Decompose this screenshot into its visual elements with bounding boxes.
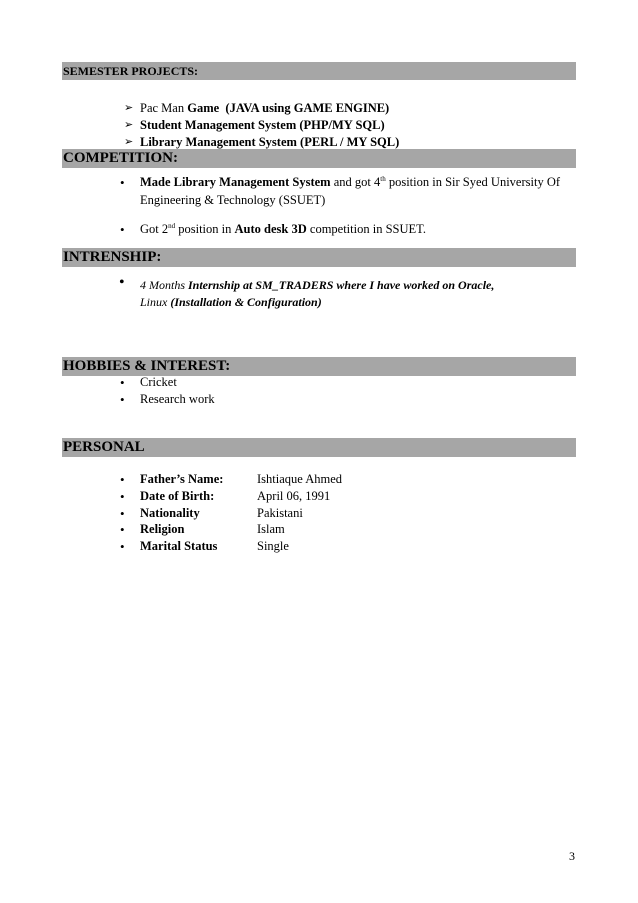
bullet-icon: • [120,375,125,390]
bullet-icon: • [120,222,125,237]
competition-item-1-line1: Made Library Management System and got 4th position in Sir Syed University Of [140,174,561,189]
personal-value-nationality: Pakistani [257,506,303,520]
section-header-internship: INTRENSHIP: [62,248,576,267]
internship-line2: Linux (Installation & Configuration) [140,295,322,309]
section-header-personal: PERSONAL [62,438,576,457]
hobby-item: Cricket [140,375,177,389]
bullet-icon: • [120,522,125,537]
personal-label-religion: Religion [140,522,185,536]
personal-value-marital-status: Single [257,539,289,553]
personal-label-date-of-birth: Date of Birth: [140,489,215,503]
project-item-2: Student Management System (PHP/MY SQL) [140,118,385,132]
personal-label-marital-status: Marital Status [140,539,218,553]
section-header-hobbies: HOBBIES & INTEREST: [62,357,576,376]
bullet-icon: • [120,175,125,190]
arrow-bullet-icon: ➢ [124,136,134,148]
project-item-3: Library Management System (PERL / MY SQL) [140,135,400,149]
competition-item-2: Got 2nd position in Auto desk 3D competition in SSUET. [140,221,426,236]
page-number: 3 [569,849,575,863]
internship-line1: 4 Months Internship at SM_TRADERS where I have worked on Oracle, [140,278,495,292]
bullet-icon: • [120,392,125,407]
bullet-icon: • [119,274,125,291]
section-header-semester-projects: SEMESTER PROJECTS: [62,62,576,80]
personal-value-religion: Islam [257,522,285,536]
personal-label-fathers-name: Father’s Name: [140,472,224,486]
personal-label-nationality: Nationality [140,506,200,520]
personal-value-fathers-name: Ishtiaque Ahmed [257,472,343,486]
bullet-icon: • [120,489,125,504]
personal-value-date-of-birth: April 06, 1991 [257,489,331,503]
bullet-icon: • [120,539,125,554]
arrow-bullet-icon: ➢ [124,102,134,114]
section-header-competition: COMPETITION: [62,149,576,168]
project-item-1: Pac Man Game (JAVA using GAME ENGINE) [140,101,390,115]
bullet-icon: • [120,472,125,487]
competition-item-1-line2: Engineering & Technology (SSUET) [140,193,326,207]
bullet-icon: • [120,506,125,521]
hobby-item: Research work [140,392,215,406]
arrow-bullet-icon: ➢ [124,119,134,131]
